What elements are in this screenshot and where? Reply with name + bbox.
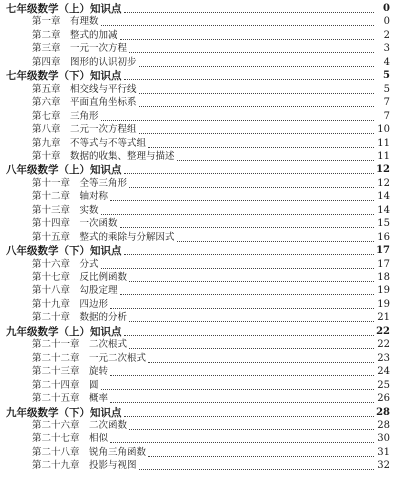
toc-chapter-title: 第八章 二元一次方程组 xyxy=(32,124,137,136)
toc-page-number: 30 xyxy=(377,433,390,445)
dot-leader xyxy=(120,227,374,228)
toc-chapter-title: 第二十二章 一元二次根式 xyxy=(32,352,147,364)
toc-section-row[interactable] xyxy=(0,326,400,338)
toc-chapter-title: 第九章 不等式与不等式组 xyxy=(32,137,147,149)
toc-chapter-row[interactable] xyxy=(0,339,400,351)
toc-page-number: 5 xyxy=(383,70,390,82)
toc-chapter-row[interactable] xyxy=(0,57,400,69)
toc-chapter-row[interactable] xyxy=(0,420,400,432)
toc-page-number: 17 xyxy=(377,258,390,270)
toc-page-number: 14 xyxy=(377,191,390,203)
dot-leader xyxy=(139,93,374,94)
toc-chapter-row[interactable] xyxy=(0,124,400,136)
toc-chapter-row[interactable] xyxy=(0,433,400,445)
toc-section-row[interactable] xyxy=(0,70,400,82)
dot-leader xyxy=(177,160,374,161)
toc-chapter-title: 第十一章 全等三角形 xyxy=(32,177,128,189)
toc-chapter-title: 第二十五章 概率 xyxy=(32,393,109,405)
toc-page-number: 18 xyxy=(377,272,390,283)
toc-chapter-title: 第十九章 四边形 xyxy=(32,298,109,310)
dot-leader xyxy=(120,39,374,40)
toc-chapter-row[interactable] xyxy=(0,393,400,405)
toc-chapter-row[interactable] xyxy=(0,312,400,324)
toc-page-number: 16 xyxy=(377,231,390,243)
toc-section-title: 七年级数学（上）知识点 xyxy=(6,3,122,15)
toc-page-number: 5 xyxy=(383,83,390,95)
toc-chapter-title: 第二十章 数据的分析 xyxy=(32,312,128,324)
toc-chapter-row[interactable] xyxy=(0,218,400,230)
dot-leader xyxy=(124,173,374,174)
toc-chapter-row[interactable] xyxy=(0,84,400,96)
toc-chapter-row[interactable] xyxy=(0,191,400,203)
toc-page-number: 12 xyxy=(376,164,390,176)
toc-chapter-title: 第二十四章 圆 xyxy=(32,379,99,391)
toc-page-number: 28 xyxy=(376,406,390,418)
dot-leader xyxy=(129,281,374,282)
toc-chapter-title: 第二章 整式的加减 xyxy=(32,29,118,41)
dot-leader xyxy=(129,321,374,322)
dot-leader xyxy=(129,348,374,349)
dot-leader xyxy=(139,133,374,134)
toc-page-number: 7 xyxy=(383,110,390,122)
toc-chapter-row[interactable] xyxy=(0,205,400,217)
toc-chapter-title: 第四章 图形的认识初步 xyxy=(32,56,137,68)
toc-chapter-title: 第七章 三角形 xyxy=(32,110,99,122)
dot-leader xyxy=(124,12,374,13)
toc-section-title: 八年级数学（下）知识点 xyxy=(6,245,122,258)
toc-chapter-row[interactable] xyxy=(0,460,400,472)
toc-chapter-row[interactable] xyxy=(0,232,400,244)
dot-leader xyxy=(124,79,374,80)
toc-chapter-title: 第五章 相交线与平行线 xyxy=(32,83,137,95)
toc-page-number: 22 xyxy=(377,339,390,351)
toc-chapter-title: 第二十三章 旋转 xyxy=(32,366,109,378)
dot-leader xyxy=(139,469,374,470)
toc-chapter-row[interactable] xyxy=(0,447,400,459)
toc-chapter-row[interactable] xyxy=(0,272,400,284)
toc-chapter-row[interactable] xyxy=(0,259,400,271)
toc-page-number: 28 xyxy=(377,419,390,431)
toc-chapter-row[interactable] xyxy=(0,97,400,109)
dot-leader xyxy=(101,389,374,390)
toc-page-number: 4 xyxy=(383,56,390,68)
toc-section-title: 九年级数学（上）知识点 xyxy=(6,325,122,338)
dot-leader xyxy=(148,147,374,148)
toc-section-title: 七年级数学（下）知识点 xyxy=(6,70,122,83)
toc-chapter-row[interactable] xyxy=(0,366,400,378)
toc-page-number: 19 xyxy=(377,298,390,310)
toc-chapter-title: 第十五章 整式的乘除与分解因式 xyxy=(32,231,175,243)
toc-page-number: 15 xyxy=(377,218,390,230)
toc-page-number: 12 xyxy=(377,177,390,189)
toc-page-number: 32 xyxy=(377,460,390,472)
dot-leader xyxy=(139,106,374,107)
toc-chapter-row[interactable] xyxy=(0,16,400,28)
dot-leader xyxy=(129,187,374,188)
toc-chapter-title: 第十八章 勾股定理 xyxy=(32,285,118,297)
dot-leader xyxy=(129,429,374,430)
toc-chapter-row[interactable] xyxy=(0,111,400,123)
toc-chapter-row[interactable] xyxy=(0,380,400,392)
toc-page-number: 17 xyxy=(376,245,390,257)
toc-chapter-row[interactable] xyxy=(0,299,400,311)
toc-chapter-title: 第一章 有理数 xyxy=(32,16,99,28)
dot-leader xyxy=(101,25,374,26)
toc-section-row[interactable] xyxy=(0,245,400,257)
toc-chapter-title: 第二十七章 相似 xyxy=(32,433,109,445)
toc-page-number: 0 xyxy=(383,16,390,28)
toc-page-number: 3 xyxy=(383,43,390,55)
toc-page-number: 22 xyxy=(376,325,390,337)
toc-chapter-title: 第二十八章 锐角三角函数 xyxy=(32,446,147,458)
toc-section-row[interactable] xyxy=(0,3,400,15)
toc-chapter-title: 第十六章 分式 xyxy=(32,258,99,270)
toc-chapter-row[interactable] xyxy=(0,43,400,55)
dot-leader xyxy=(124,416,374,417)
dot-leader xyxy=(110,308,374,309)
toc-section-row[interactable] xyxy=(0,407,400,419)
toc-page-number: 24 xyxy=(377,366,390,378)
dot-leader xyxy=(124,335,374,336)
toc-page-number: 11 xyxy=(377,150,390,162)
toc-chapter-title: 第二十一章 二次根式 xyxy=(32,339,128,351)
toc-page-number: 25 xyxy=(377,379,390,391)
toc-chapter-title: 第二十六章 二次函数 xyxy=(32,419,128,431)
dot-leader xyxy=(110,200,374,201)
toc-section-title: 八年级数学（上）知识点 xyxy=(6,164,122,177)
toc-chapter-row[interactable] xyxy=(0,353,400,365)
dot-leader xyxy=(124,254,374,255)
toc-page-number: 11 xyxy=(377,137,390,149)
toc-page-number: 0 xyxy=(383,3,390,14)
toc-chapter-title: 第六章 平面直角坐标系 xyxy=(32,97,137,109)
toc-section-row[interactable] xyxy=(0,164,400,176)
dot-leader xyxy=(120,294,374,295)
toc-page-number: 14 xyxy=(377,204,390,216)
toc-page-number: 2 xyxy=(383,29,390,41)
dot-leader xyxy=(110,375,374,376)
toc-page-number: 23 xyxy=(377,352,390,364)
dot-leader xyxy=(101,214,374,215)
dot-leader xyxy=(129,52,374,53)
dot-leader xyxy=(110,402,374,403)
toc-chapter-row[interactable] xyxy=(0,138,400,150)
toc-chapter-title: 第三章 一元一次方程 xyxy=(32,43,128,55)
toc-chapter-title: 第十章 数据的收集、整理与描述 xyxy=(32,150,175,162)
toc-chapter-title: 第二十九章 投影与视图 xyxy=(32,460,137,472)
toc-page-number: 26 xyxy=(377,393,390,405)
toc-chapter-title: 第十四章 一次函数 xyxy=(32,218,118,230)
toc-page-number: 10 xyxy=(377,124,390,136)
toc-chapter-title: 第十二章 轴对称 xyxy=(32,191,109,203)
toc-chapter-row[interactable] xyxy=(0,30,400,42)
dot-leader xyxy=(110,442,374,443)
toc-chapter-row[interactable] xyxy=(0,285,400,297)
dot-leader xyxy=(148,362,374,363)
toc-page-number: 19 xyxy=(377,285,390,297)
toc-chapter-title: 第十三章 实数 xyxy=(32,204,99,216)
dot-leader xyxy=(177,241,374,242)
toc-chapter-title: 第十七章 反比例函数 xyxy=(32,272,128,283)
dot-leader xyxy=(139,66,374,67)
toc-section-title: 九年级数学（下）知识点 xyxy=(6,406,122,419)
dot-leader xyxy=(101,268,374,269)
toc-page-number: 31 xyxy=(377,446,390,458)
toc-page-number: 7 xyxy=(383,97,390,109)
dot-leader xyxy=(148,456,374,457)
toc-page-number: 21 xyxy=(377,312,390,324)
toc-chapter-row[interactable] xyxy=(0,151,400,163)
dot-leader xyxy=(101,120,374,121)
toc-chapter-row[interactable] xyxy=(0,178,400,190)
